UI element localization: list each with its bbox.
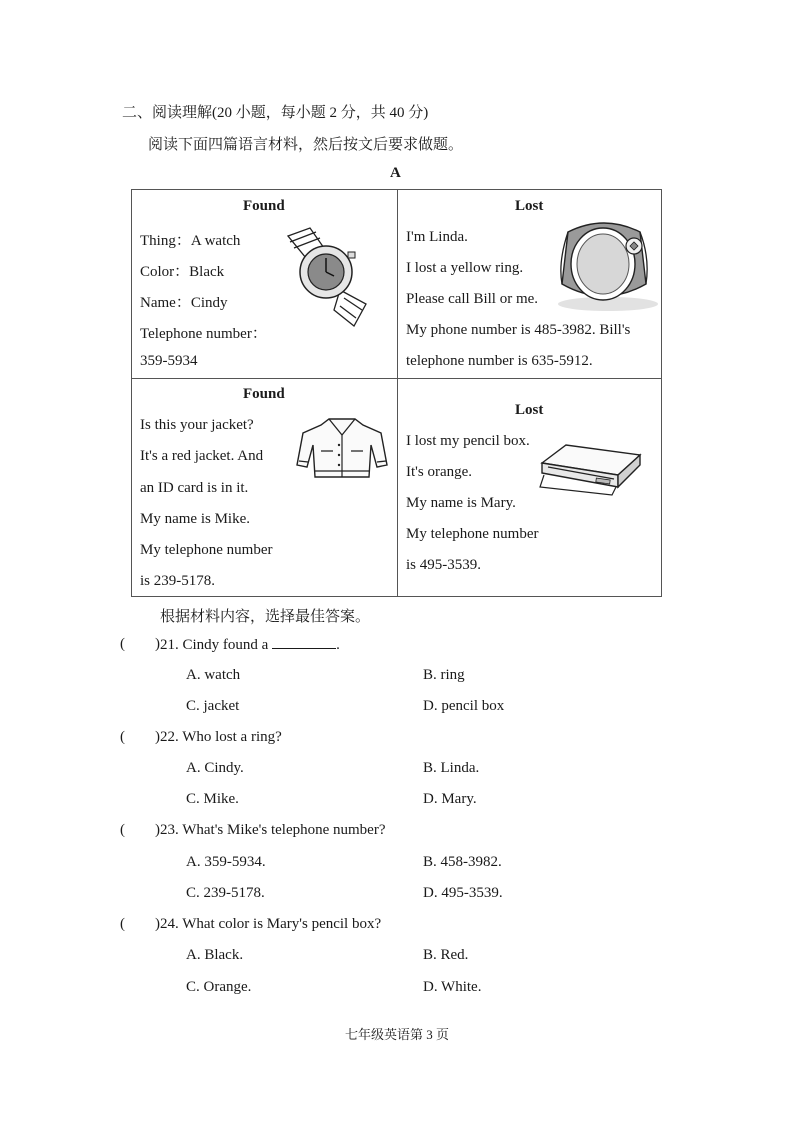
answer-paren-open: ( [120, 729, 125, 745]
reading-instruction: 阅读下面四篇语言材料，然后按文后要求做题。 [148, 137, 464, 153]
notice-table [131, 189, 662, 597]
notice-line: My telephone number [406, 526, 539, 542]
notice-line: Telephone number： [140, 326, 267, 342]
option-b[interactable]: B. ring [423, 667, 465, 683]
notice-lost-pencil-box [398, 379, 663, 597]
answer-paren-close: ) [155, 729, 160, 745]
notice-line: My phone number is 485-3982. Bill's [406, 322, 631, 338]
option-d[interactable]: D. 495-3539. [423, 885, 503, 901]
pencil-box-icon [538, 441, 644, 497]
option-a[interactable]: A. Cindy. [186, 760, 244, 776]
answer-paren-open: ( [120, 822, 125, 838]
answer-paren-close: ) [155, 636, 160, 652]
option-b[interactable]: B. 458-3982. [423, 854, 502, 870]
jacket-icon [295, 415, 389, 481]
task-instruction: 根据材料内容，选择最佳答案。 [160, 609, 371, 625]
answer-paren-open: ( [120, 916, 125, 932]
option-c[interactable]: C. Orange. [186, 979, 252, 995]
notice-line: 359-5934 [140, 353, 198, 369]
notice-line: It's a red jacket. And [140, 448, 264, 464]
option-d[interactable]: D. Mary. [423, 791, 477, 807]
notice-line: Name：Cindy [140, 295, 228, 311]
notice-line: My name is Mary. [406, 495, 516, 511]
option-d[interactable]: D. White. [423, 979, 482, 995]
notice-heading: Lost [515, 402, 544, 418]
answer-paren-open: ( [120, 636, 125, 652]
question-text: 23. What's Mike's telephone number? [160, 822, 386, 838]
notice-heading: Found [243, 198, 285, 214]
notice-line: Color：Black [140, 264, 225, 280]
notice-found-watch [132, 190, 397, 378]
notice-heading: Lost [515, 198, 544, 214]
option-c[interactable]: C. Mike. [186, 791, 239, 807]
option-c[interactable]: C. jacket [186, 698, 240, 714]
notice-line: Thing：A watch [140, 233, 241, 249]
notice-line: My name is Mike. [140, 511, 250, 527]
page-footer: 七年级英语第 3 页 [344, 1027, 449, 1042]
notice-heading: Found [243, 386, 285, 402]
option-a[interactable]: A. watch [186, 667, 241, 683]
notice-line: It's orange. [406, 464, 473, 480]
option-b[interactable]: B. Linda. [423, 760, 480, 776]
notice-line: an ID card is in it. [140, 480, 249, 496]
option-b[interactable]: B. Red. [423, 947, 469, 963]
answer-paren-close: ) [155, 822, 160, 838]
option-a[interactable]: A. 359-5934. [186, 854, 266, 870]
notice-line: Please call Bill or me. [406, 291, 539, 307]
notice-line: is 239-5178. [140, 573, 215, 589]
passage-label: A [390, 165, 401, 181]
question-text: 22. Who lost a ring? [160, 729, 282, 745]
notice-line: I'm Linda. [406, 229, 468, 245]
notice-found-jacket [132, 379, 397, 597]
question-text: 24. What color is Mary's pencil box? [160, 916, 382, 932]
question-end: . [336, 637, 340, 653]
section-title: 二、阅读理解(20 小题，每小题 2 分，共 40 分) [122, 105, 429, 121]
question-text: 21. Cindy found a [160, 637, 269, 653]
ring-icon [548, 212, 660, 314]
notice-line: My telephone number [140, 542, 273, 558]
watch-icon [280, 226, 380, 330]
notice-line: is 495-3539. [406, 557, 481, 573]
answer-paren-close: ) [155, 916, 160, 932]
notice-line: Is this your jacket? [140, 417, 254, 433]
option-c[interactable]: C. 239-5178. [186, 885, 265, 901]
notice-lost-ring [398, 190, 663, 378]
notice-line: I lost a yellow ring. [406, 260, 524, 276]
option-a[interactable]: A. Black. [186, 947, 244, 963]
notice-line: telephone number is 635-5912. [406, 353, 593, 369]
question-stem [160, 636, 340, 654]
answer-blank[interactable] [272, 636, 336, 649]
notice-line: I lost my pencil box. [406, 433, 530, 449]
option-d[interactable]: D. pencil box [423, 698, 505, 714]
